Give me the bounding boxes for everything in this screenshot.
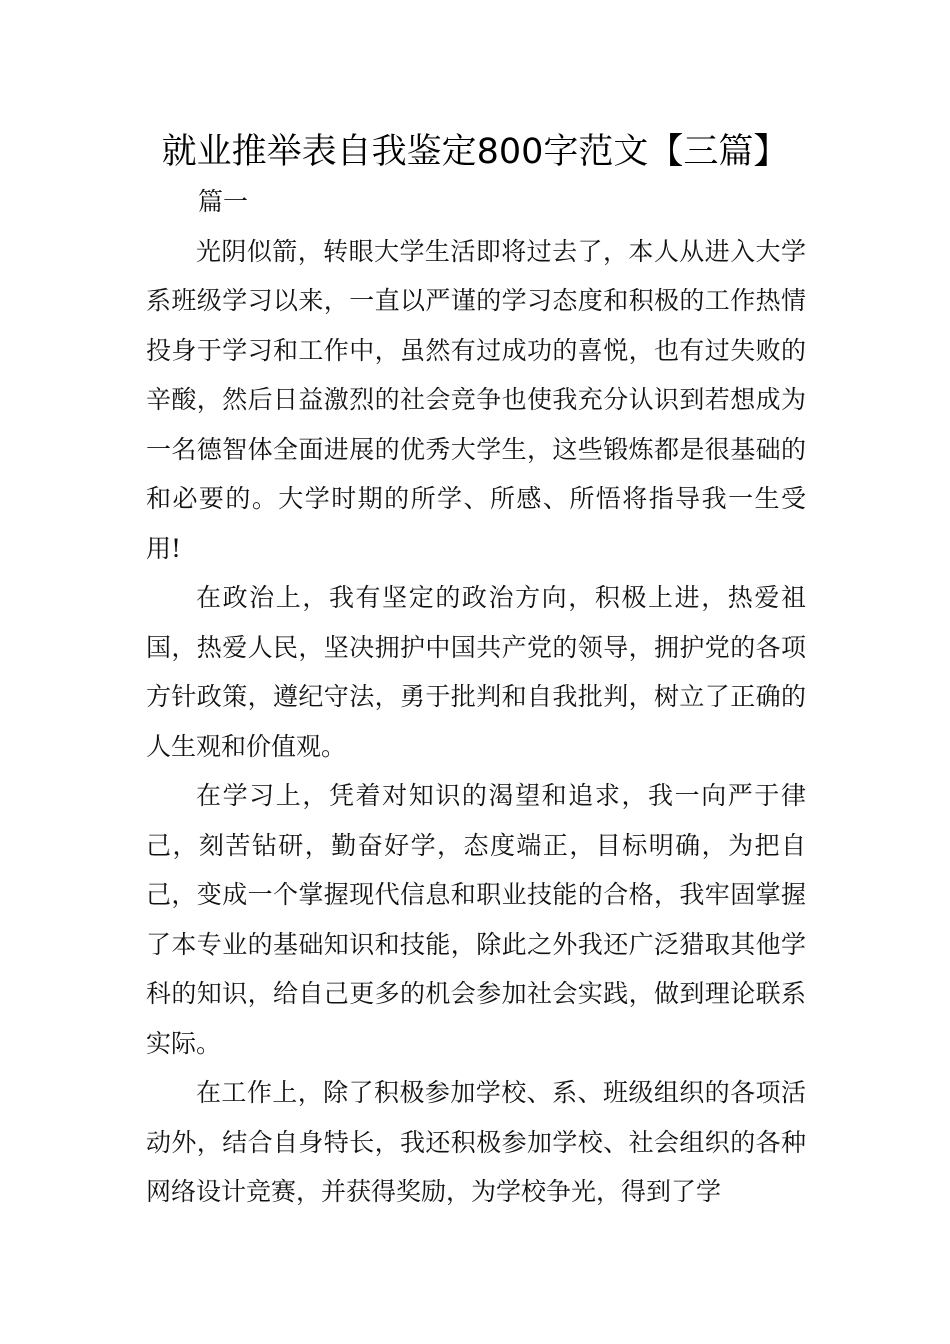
paragraph-work: 在工作上，除了积极参加学校、系、班级组织的各项活动外，结合自身特长，我还积极参加学校、社会组织的各种网络设计竞赛，并获得奖励，为学校争光，得到了学	[146, 1078, 806, 1206]
paragraph-intro: 光阴似箭，转眼大学生活即将过去了，本人从进入大学系班级学习以来，一直以严谨的学习态度和积极的工作热情投身于学习和工作中，虽然有过成功的喜悦，也有过失败的辛酸，然后日益激烈的社会竞争也使我充分认识到若想成为一名德智体全面进展的优秀大学生，这些锻炼都是很基础的和必要的。大学时期的所学、所感、所悟将指导我一生受用!	[146, 236, 806, 563]
paragraph-politics: 在政治上，我有坚定的政治方向，积极上进，热爱祖国，热爱人民，坚决拥护中国共产党的领导，拥护党的各项方针政策，遵纪守法，勇于批判和自我批判，树立了正确的人生观和价值观。	[146, 583, 806, 761]
section-label: 篇一	[198, 187, 249, 216]
paragraph-study: 在学习上，凭着对知识的渴望和追求，我一向严于律己，刻苦钻研，勤奋好学，态度端正，目标明确，为把自己，变成一个掌握现代信息和职业技能的合格，我牢固掌握了本专业的基础知识和技能，除此之外我还广泛猎取其他学科的知识，给自己更多的机会参加社会实践，做到理论联系实际。	[146, 781, 806, 1058]
document-body	[146, 177, 806, 1217]
document-title: 就业推举表自我鉴定800字范文【三篇】	[161, 132, 789, 172]
